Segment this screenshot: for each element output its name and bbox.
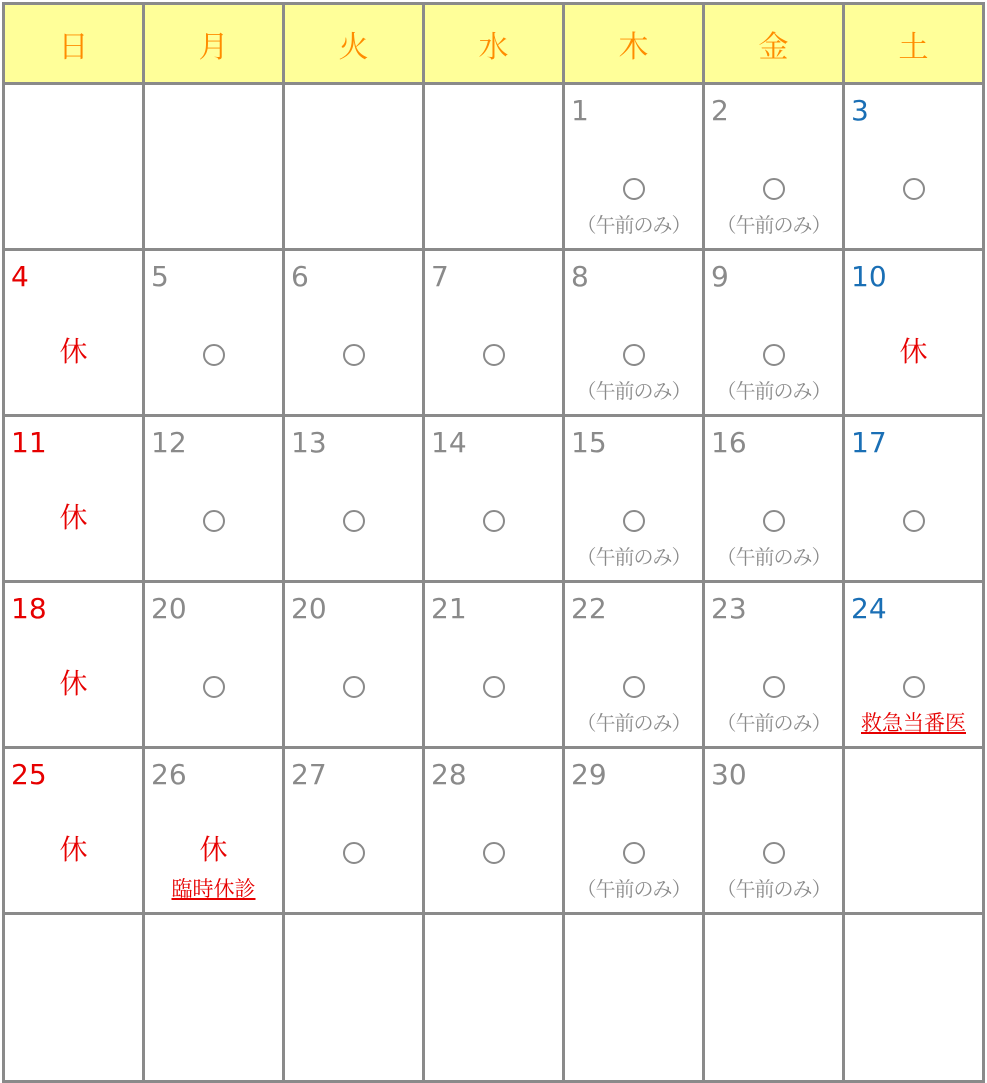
day-cell <box>284 416 424 582</box>
open-circle-icon <box>565 173 702 203</box>
open-circle-icon <box>705 671 842 701</box>
morning-only-note: （午前のみ） <box>576 213 691 237</box>
day-cell <box>4 84 144 250</box>
open-circle-icon <box>565 671 702 701</box>
week-row <box>4 914 984 1082</box>
week-row <box>4 416 984 582</box>
weekday-header-row <box>4 4 984 84</box>
open-circle-icon <box>565 505 702 535</box>
day-cell <box>144 84 284 250</box>
day-cell <box>284 250 424 416</box>
circle-icon <box>763 676 785 698</box>
closed-mark: 休 <box>59 335 88 368</box>
day-number: 26 <box>151 758 187 791</box>
circle-icon <box>903 676 925 698</box>
day-cell <box>4 914 144 1082</box>
morning-only-note: （午前のみ） <box>716 379 831 403</box>
day-cell <box>564 84 704 250</box>
open-circle-icon <box>845 505 982 535</box>
circle-icon <box>343 510 365 532</box>
weekday-header-fri: 金 <box>704 4 844 84</box>
day-number: 2 <box>711 94 729 127</box>
circle-icon <box>763 842 785 864</box>
day-cell <box>704 84 844 250</box>
day-cell <box>424 748 564 914</box>
day-cell <box>144 914 284 1082</box>
week-row <box>4 748 984 914</box>
day-number: 1 <box>571 94 589 127</box>
open-circle-icon <box>285 671 422 701</box>
day-cell <box>844 250 984 416</box>
open-circle-icon <box>285 837 422 867</box>
open-circle-icon <box>705 837 842 867</box>
morning-only-note: （午前のみ） <box>716 711 831 735</box>
closed-mark: 休 <box>199 833 228 866</box>
day-number: 23 <box>711 592 747 625</box>
week-row <box>4 582 984 748</box>
day-number: 30 <box>711 758 747 791</box>
day-number: 14 <box>431 426 467 459</box>
morning-only-note: （午前のみ） <box>576 877 691 901</box>
circle-icon <box>343 842 365 864</box>
day-number: 9 <box>711 260 729 293</box>
day-number: 20 <box>291 592 327 625</box>
day-cell <box>844 748 984 914</box>
open-circle-icon <box>845 671 982 701</box>
day-cell <box>144 582 284 748</box>
weekday-header-tue: 火 <box>284 4 424 84</box>
day-number: 5 <box>151 260 169 293</box>
day-number: 17 <box>851 426 887 459</box>
open-circle-icon <box>285 505 422 535</box>
weekday-header-wed: 水 <box>424 4 564 84</box>
open-circle-icon <box>425 339 562 369</box>
day-cell <box>844 582 984 748</box>
closed-mark: 休 <box>59 833 88 866</box>
day-cell <box>844 416 984 582</box>
day-number: 22 <box>571 592 607 625</box>
open-circle-icon <box>285 339 422 369</box>
open-circle-icon <box>145 505 282 535</box>
circle-icon <box>343 676 365 698</box>
day-number: 25 <box>11 758 47 791</box>
morning-only-note: （午前のみ） <box>716 545 831 569</box>
open-circle-icon <box>845 173 982 203</box>
day-cell <box>564 748 704 914</box>
open-circle-icon <box>425 671 562 701</box>
day-number: 24 <box>851 592 887 625</box>
open-circle-icon <box>425 837 562 867</box>
day-cell <box>564 416 704 582</box>
open-circle-icon <box>425 505 562 535</box>
day-cell <box>704 914 844 1082</box>
closed-mark: 休 <box>59 667 88 700</box>
day-cell <box>564 250 704 416</box>
day-cell <box>144 748 284 914</box>
weekday-header-sat: 土 <box>844 4 984 84</box>
day-cell <box>844 84 984 250</box>
day-number: 21 <box>431 592 467 625</box>
day-number: 18 <box>11 592 47 625</box>
open-circle-icon <box>705 339 842 369</box>
day-cell <box>144 416 284 582</box>
circle-icon <box>903 510 925 532</box>
closed-mark: 休 <box>899 335 928 368</box>
circle-icon <box>623 510 645 532</box>
day-number: 15 <box>571 426 607 459</box>
circle-icon <box>763 178 785 200</box>
closed-mark: 休 <box>59 501 88 534</box>
circle-icon <box>203 344 225 366</box>
day-number: 6 <box>291 260 309 293</box>
day-number: 29 <box>571 758 607 791</box>
circle-icon <box>483 344 505 366</box>
circle-icon <box>623 842 645 864</box>
day-cell <box>704 250 844 416</box>
circle-icon <box>903 178 925 200</box>
day-number: 12 <box>151 426 187 459</box>
calendar-grid <box>2 2 985 1083</box>
day-number: 28 <box>431 758 467 791</box>
day-cell <box>704 416 844 582</box>
day-number: 20 <box>151 592 187 625</box>
open-circle-icon <box>145 671 282 701</box>
circle-icon <box>623 178 645 200</box>
morning-only-note: （午前のみ） <box>576 379 691 403</box>
calendar-body <box>4 84 984 1082</box>
day-cell <box>424 914 564 1082</box>
circle-icon <box>763 344 785 366</box>
circle-icon <box>483 676 505 698</box>
weekday-header-thu: 木 <box>564 4 704 84</box>
weekday-header-sun: 日 <box>4 4 144 84</box>
day-cell <box>704 582 844 748</box>
open-circle-icon <box>565 339 702 369</box>
day-cell <box>284 84 424 250</box>
special-note-link[interactable]: 救急当番医 <box>861 711 966 735</box>
open-circle-icon <box>705 505 842 535</box>
open-circle-icon <box>145 339 282 369</box>
day-cell <box>4 748 144 914</box>
day-number: 27 <box>291 758 327 791</box>
day-number: 7 <box>431 260 449 293</box>
day-cell <box>704 748 844 914</box>
day-cell <box>424 250 564 416</box>
day-cell <box>284 748 424 914</box>
circle-icon <box>203 676 225 698</box>
morning-only-note: （午前のみ） <box>576 545 691 569</box>
day-number: 4 <box>11 260 29 293</box>
circle-icon <box>343 344 365 366</box>
week-row <box>4 84 984 250</box>
day-number: 10 <box>851 260 887 293</box>
day-cell <box>424 84 564 250</box>
day-cell <box>424 416 564 582</box>
day-number: 8 <box>571 260 589 293</box>
day-cell <box>284 914 424 1082</box>
circle-icon <box>763 510 785 532</box>
circle-icon <box>203 510 225 532</box>
morning-only-note: （午前のみ） <box>716 877 831 901</box>
morning-only-note: （午前のみ） <box>576 711 691 735</box>
day-cell <box>564 914 704 1082</box>
open-circle-icon <box>705 173 842 203</box>
morning-only-note: （午前のみ） <box>716 213 831 237</box>
circle-icon <box>483 842 505 864</box>
circle-icon <box>623 676 645 698</box>
day-cell <box>144 250 284 416</box>
day-cell <box>424 582 564 748</box>
weekday-header-mon: 月 <box>144 4 284 84</box>
special-note-link[interactable]: 臨時休診 <box>171 877 256 901</box>
open-circle-icon <box>565 837 702 867</box>
day-number: 3 <box>851 94 869 127</box>
day-cell <box>564 582 704 748</box>
day-cell <box>844 914 984 1082</box>
day-number: 13 <box>291 426 327 459</box>
day-cell <box>4 416 144 582</box>
day-cell <box>4 582 144 748</box>
day-cell <box>4 250 144 416</box>
circle-icon <box>623 344 645 366</box>
week-row <box>4 250 984 416</box>
day-number: 11 <box>11 426 47 459</box>
day-number: 16 <box>711 426 747 459</box>
circle-icon <box>483 510 505 532</box>
day-cell <box>284 582 424 748</box>
